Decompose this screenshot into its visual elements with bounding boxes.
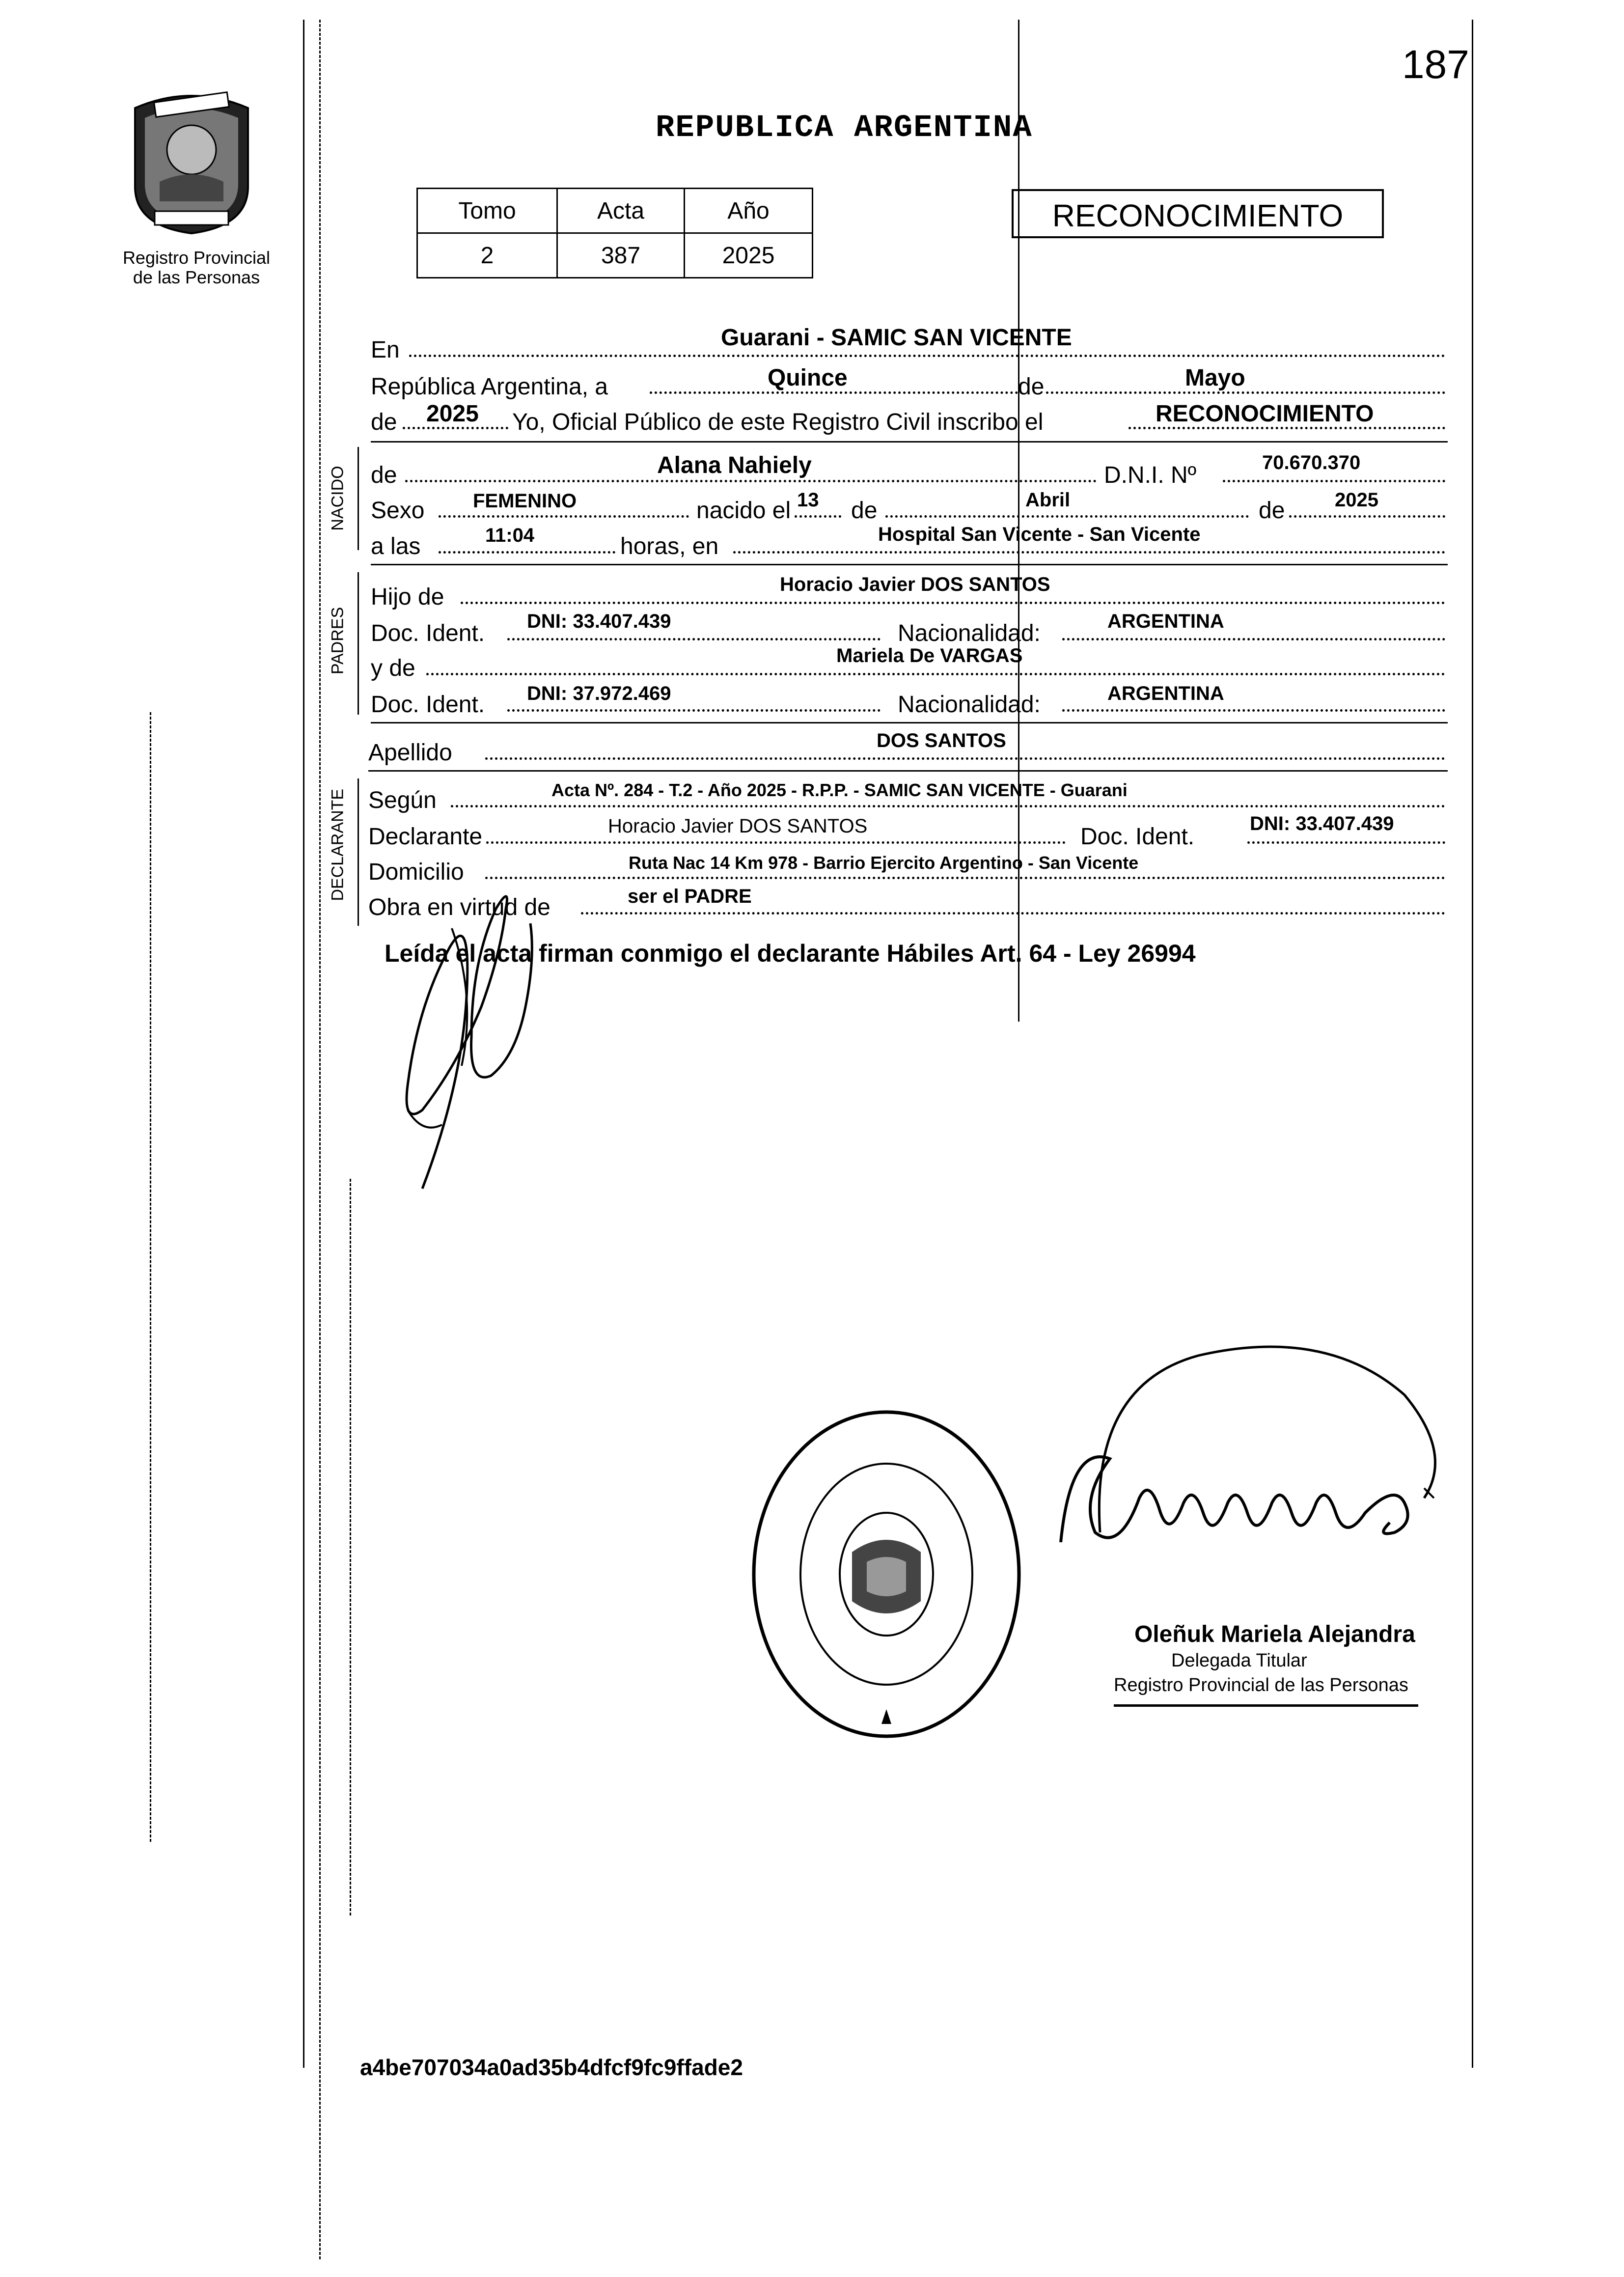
dots-padre-nac — [1062, 638, 1445, 640]
label-nacido-el: nacido el — [696, 498, 791, 524]
value-lugar-nac: Hospital San Vicente - San Vicente — [878, 524, 1201, 545]
logo-caption-line2: de las Personas — [133, 267, 260, 287]
dots-padre-doc — [507, 638, 881, 640]
page-number: 187 — [1402, 42, 1469, 87]
dots-obra — [581, 912, 1445, 915]
right-margin-rule — [1472, 20, 1473, 2068]
label-doc-ident-madre: Doc. Ident. — [371, 692, 485, 718]
left-margin-rule — [303, 20, 304, 2068]
value-anio-nac: 2025 — [1335, 489, 1378, 511]
intro-separator — [371, 441, 1448, 443]
label-y-de: y de — [371, 655, 415, 681]
table-header-row — [417, 189, 813, 233]
declarante-bracket — [358, 778, 359, 926]
value-dia: Quince — [768, 365, 848, 391]
padres-bracket — [358, 572, 359, 715]
value-apellido: DOS SANTOS — [877, 730, 1006, 751]
nacido-bracket — [358, 447, 359, 550]
label-republica: República Argentina, a — [371, 374, 608, 400]
value-madre: Mariela De VARGAS — [836, 645, 1023, 666]
label-nacionalidad-madre: Nacionalidad: — [898, 692, 1041, 718]
dots-dia — [650, 391, 1018, 394]
label-domicilio: Domicilio — [368, 859, 464, 885]
delegation-seal-stamp — [746, 1405, 1026, 1744]
label-horas-en: horas, en — [620, 533, 719, 559]
label-hijo-de: Hijo de — [371, 584, 444, 610]
document-hash: a4be707034a0ad35b4dfcf9fc9ffade2 — [360, 2055, 743, 2080]
dots-apellido — [485, 757, 1445, 760]
nacido-separator — [371, 564, 1448, 565]
official-signature — [1051, 1336, 1454, 1601]
value-padre-doc: DNI: 33.407.439 — [527, 611, 671, 632]
value-mes-nac: Abril — [1025, 489, 1071, 511]
dots-segun — [451, 805, 1445, 807]
value-dni: 70.670.370 — [1262, 452, 1361, 473]
label-a-las: a las — [371, 533, 421, 559]
dots-lugar-nac — [733, 551, 1445, 554]
value-nombre: Alana Nahiely — [657, 452, 812, 478]
value-madre-nac: ARGENTINA — [1107, 683, 1224, 704]
tomo-acta-ano-table — [416, 188, 813, 278]
dots-anio-nac — [1289, 515, 1445, 518]
value-sexo: FEMENINO — [473, 490, 577, 512]
value-dia-nac: 13 — [797, 489, 819, 511]
label-nacionalidad-padre: Nacionalidad: — [898, 620, 1041, 646]
label-de-anio-nac: de — [1259, 498, 1285, 524]
official-underline — [1114, 1704, 1418, 1707]
label-segun: Según — [368, 787, 437, 813]
dots-madre-doc — [507, 709, 881, 712]
label-en: En — [371, 337, 400, 363]
value-declarante-doc: DNI: 33.407.439 — [1250, 813, 1394, 834]
value-lugar: Guarani - SAMIC SAN VICENTE — [721, 325, 1072, 351]
label-de-nombre: de — [371, 462, 397, 488]
official-title: Delegada Titular — [1171, 1650, 1307, 1671]
dots-nombre — [405, 480, 1097, 482]
dots-en — [409, 355, 1445, 357]
dots-dia-nac — [795, 515, 841, 518]
value-hora: 11:04 — [485, 525, 535, 546]
dots-declarante — [486, 841, 1066, 844]
value-padre: Horacio Javier DOS SANTOS — [780, 574, 1050, 595]
value-segun: Acta Nº. 284 - T.2 - Año 2025 - R.P.P. - SAMIC SAN VICENTE - Guarani — [551, 780, 1128, 800]
table-value-row — [417, 233, 813, 278]
declarant-signature — [388, 879, 584, 1194]
table-header-acta: Acta — [557, 189, 685, 233]
mid-left-dash — [350, 1179, 351, 1916]
apellido-separator — [368, 770, 1448, 772]
left-margin-rule-dashed — [319, 20, 321, 2259]
label-de-anio: de — [371, 409, 397, 435]
label-doc-ident-declarante: Doc. Ident. — [1080, 824, 1195, 850]
label-dni: D.N.I. Nº — [1104, 462, 1197, 488]
value-domicilio: Ruta Nac 14 Km 978 - Barrio Ejercito Argentino - San Vicente — [629, 853, 1139, 873]
label-yo: Yo, Oficial Público de este Registro Civil inscribo el — [512, 409, 1044, 435]
dots-domicilio — [485, 877, 1445, 879]
value-madre-doc: DNI: 37.972.469 — [527, 683, 671, 704]
padres-separator — [371, 722, 1448, 723]
dots-mes-nac — [885, 515, 1249, 518]
logo-caption-line1: Registro Provincial — [122, 248, 271, 268]
table-header-tomo: Tomo — [417, 189, 557, 233]
dots-padre — [461, 602, 1445, 604]
dots-dni — [1223, 480, 1445, 482]
act-type-box: RECONOCIMIENTO — [1012, 189, 1384, 238]
label-declarante: Declarante — [368, 824, 483, 850]
section-padres: PADRES — [328, 607, 347, 675]
dots-declarante-doc — [1247, 841, 1445, 844]
registry-logo-caption — [98, 248, 295, 287]
dots-madre — [426, 673, 1445, 675]
value-mes: Mayo — [1185, 365, 1245, 391]
value-obra: ser el PADRE — [628, 886, 752, 907]
far-left-dash — [150, 712, 151, 1842]
value-declarante: Horacio Javier DOS SANTOS — [608, 815, 868, 837]
label-de-mes-nac: de — [851, 498, 878, 524]
value-padre-nac: ARGENTINA — [1107, 611, 1224, 632]
dots-sexo — [439, 515, 689, 518]
dots-madre-nac — [1062, 709, 1445, 712]
section-nacido: NACIDO — [328, 466, 347, 531]
official-name: Oleñuk Mariela Alejandra — [1134, 1621, 1415, 1647]
label-apellido: Apellido — [368, 740, 452, 766]
value-anio: 2025 — [426, 401, 479, 427]
table-header-ano: Año — [685, 189, 813, 233]
closing-statement: Leída el acta firman conmigo el declarante Hábiles Art. 64 - Ley 26994 — [385, 940, 1196, 967]
label-sexo: Sexo — [371, 498, 425, 524]
country-title: REPUBLICA ARGENTINA — [656, 111, 1033, 146]
section-declarante: DECLARANTE — [328, 788, 347, 901]
label-obra: Obra en virtud de — [368, 894, 551, 920]
table-value-acta: 387 — [557, 233, 685, 278]
value-tipo: RECONOCIMIENTO — [1156, 401, 1374, 427]
misiones-coat-of-arms-logo — [125, 88, 258, 236]
label-de-mes: de — [1018, 374, 1045, 400]
dots-hora — [439, 551, 615, 554]
dots-mes — [1046, 391, 1445, 394]
table-value-tomo: 2 — [417, 233, 557, 278]
label-doc-ident-padre: Doc. Ident. — [371, 620, 485, 646]
table-value-ano: 2025 — [685, 233, 813, 278]
official-registry: Registro Provincial de las Personas — [1114, 1675, 1408, 1695]
